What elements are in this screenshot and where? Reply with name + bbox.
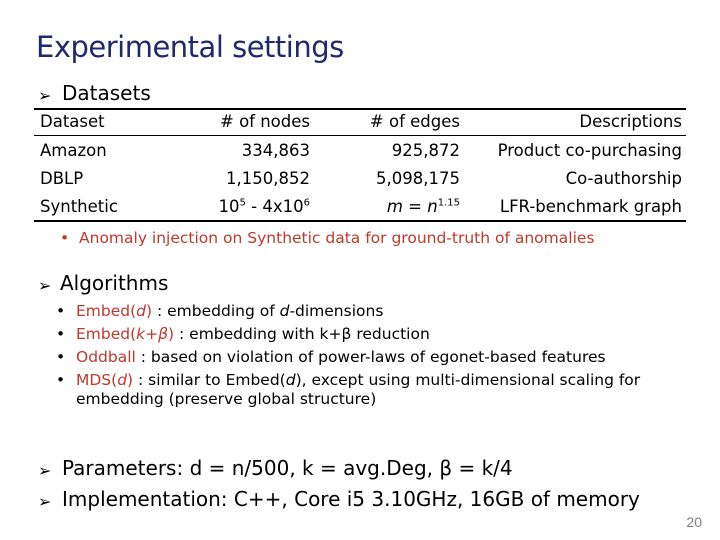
datasets-heading: Datasets xyxy=(62,81,151,105)
arrow-bullet-icon: ➢ xyxy=(38,461,52,480)
table-row xyxy=(34,192,686,221)
table-header-row xyxy=(34,109,686,136)
table-row xyxy=(34,136,686,165)
list-item: • Oddball : based on violation of power-laws of egonet-based features xyxy=(56,348,606,366)
bullet-dot-icon: • xyxy=(56,325,66,343)
algorithms-heading: Algorithms xyxy=(60,271,169,295)
table-cell: $10^5 - 4x10^6$ xyxy=(164,192,314,221)
arrow-bullet-icon: ➢ xyxy=(38,492,52,511)
column-header: Dataset xyxy=(40,112,105,131)
table-cell: Product co-purchasing xyxy=(464,136,686,165)
implementation-line: Implementation: C++, Core i5 3.10GHz, 16GB of memory xyxy=(62,487,640,511)
table-cell: LFR-benchmark graph xyxy=(464,192,686,221)
table-row xyxy=(34,164,686,192)
table-cell: $m = n^{1.15}$ xyxy=(314,192,464,221)
column-header: Descriptions xyxy=(579,112,682,131)
anomaly-note-text: Anomaly injection on Synthetic data for ground-truth of anomalies xyxy=(79,229,595,247)
parameters-line: Parameters: d = n/500, k = avg.Deg, β = k/4 xyxy=(62,456,513,480)
table-cell: 925,872 xyxy=(314,136,464,165)
table-cell: 5,098,175 xyxy=(376,168,460,188)
bullet-dot-icon: • xyxy=(60,229,70,247)
table-cell: 1,150,852 xyxy=(226,168,310,188)
column-header: # of edges xyxy=(369,112,460,131)
list-item: • Embed(k+β) : embedding with k+β reduction xyxy=(56,325,430,343)
page-number: 20 xyxy=(686,514,702,530)
datasets-table xyxy=(34,108,686,222)
arrow-bullet-icon: ➢ xyxy=(38,86,52,105)
arrow-bullet-icon: ➢ xyxy=(38,276,52,295)
algorithms-list xyxy=(56,302,676,413)
table-cell: DBLP xyxy=(40,168,84,188)
bullet-dot-icon: • xyxy=(56,302,66,320)
table-cell: Co-authorship xyxy=(565,168,682,188)
table-cell: Synthetic xyxy=(34,192,164,221)
bullet-dot-icon: • xyxy=(56,348,66,366)
list-item: • Embed(d) : embedding of d-dimensions xyxy=(56,302,384,320)
column-header: # of nodes xyxy=(220,112,310,131)
table-cell: 334,863 xyxy=(164,136,314,165)
slide-title: Experimental settings xyxy=(36,30,344,64)
table-cell: Amazon xyxy=(34,136,164,165)
anomaly-note xyxy=(60,229,595,247)
list-item: • MDS(d) : similar to Embed(d), except using multi-dimensional scaling for embedding (preserve global structure) xyxy=(56,371,641,408)
bullet-dot-icon: • xyxy=(56,371,66,389)
